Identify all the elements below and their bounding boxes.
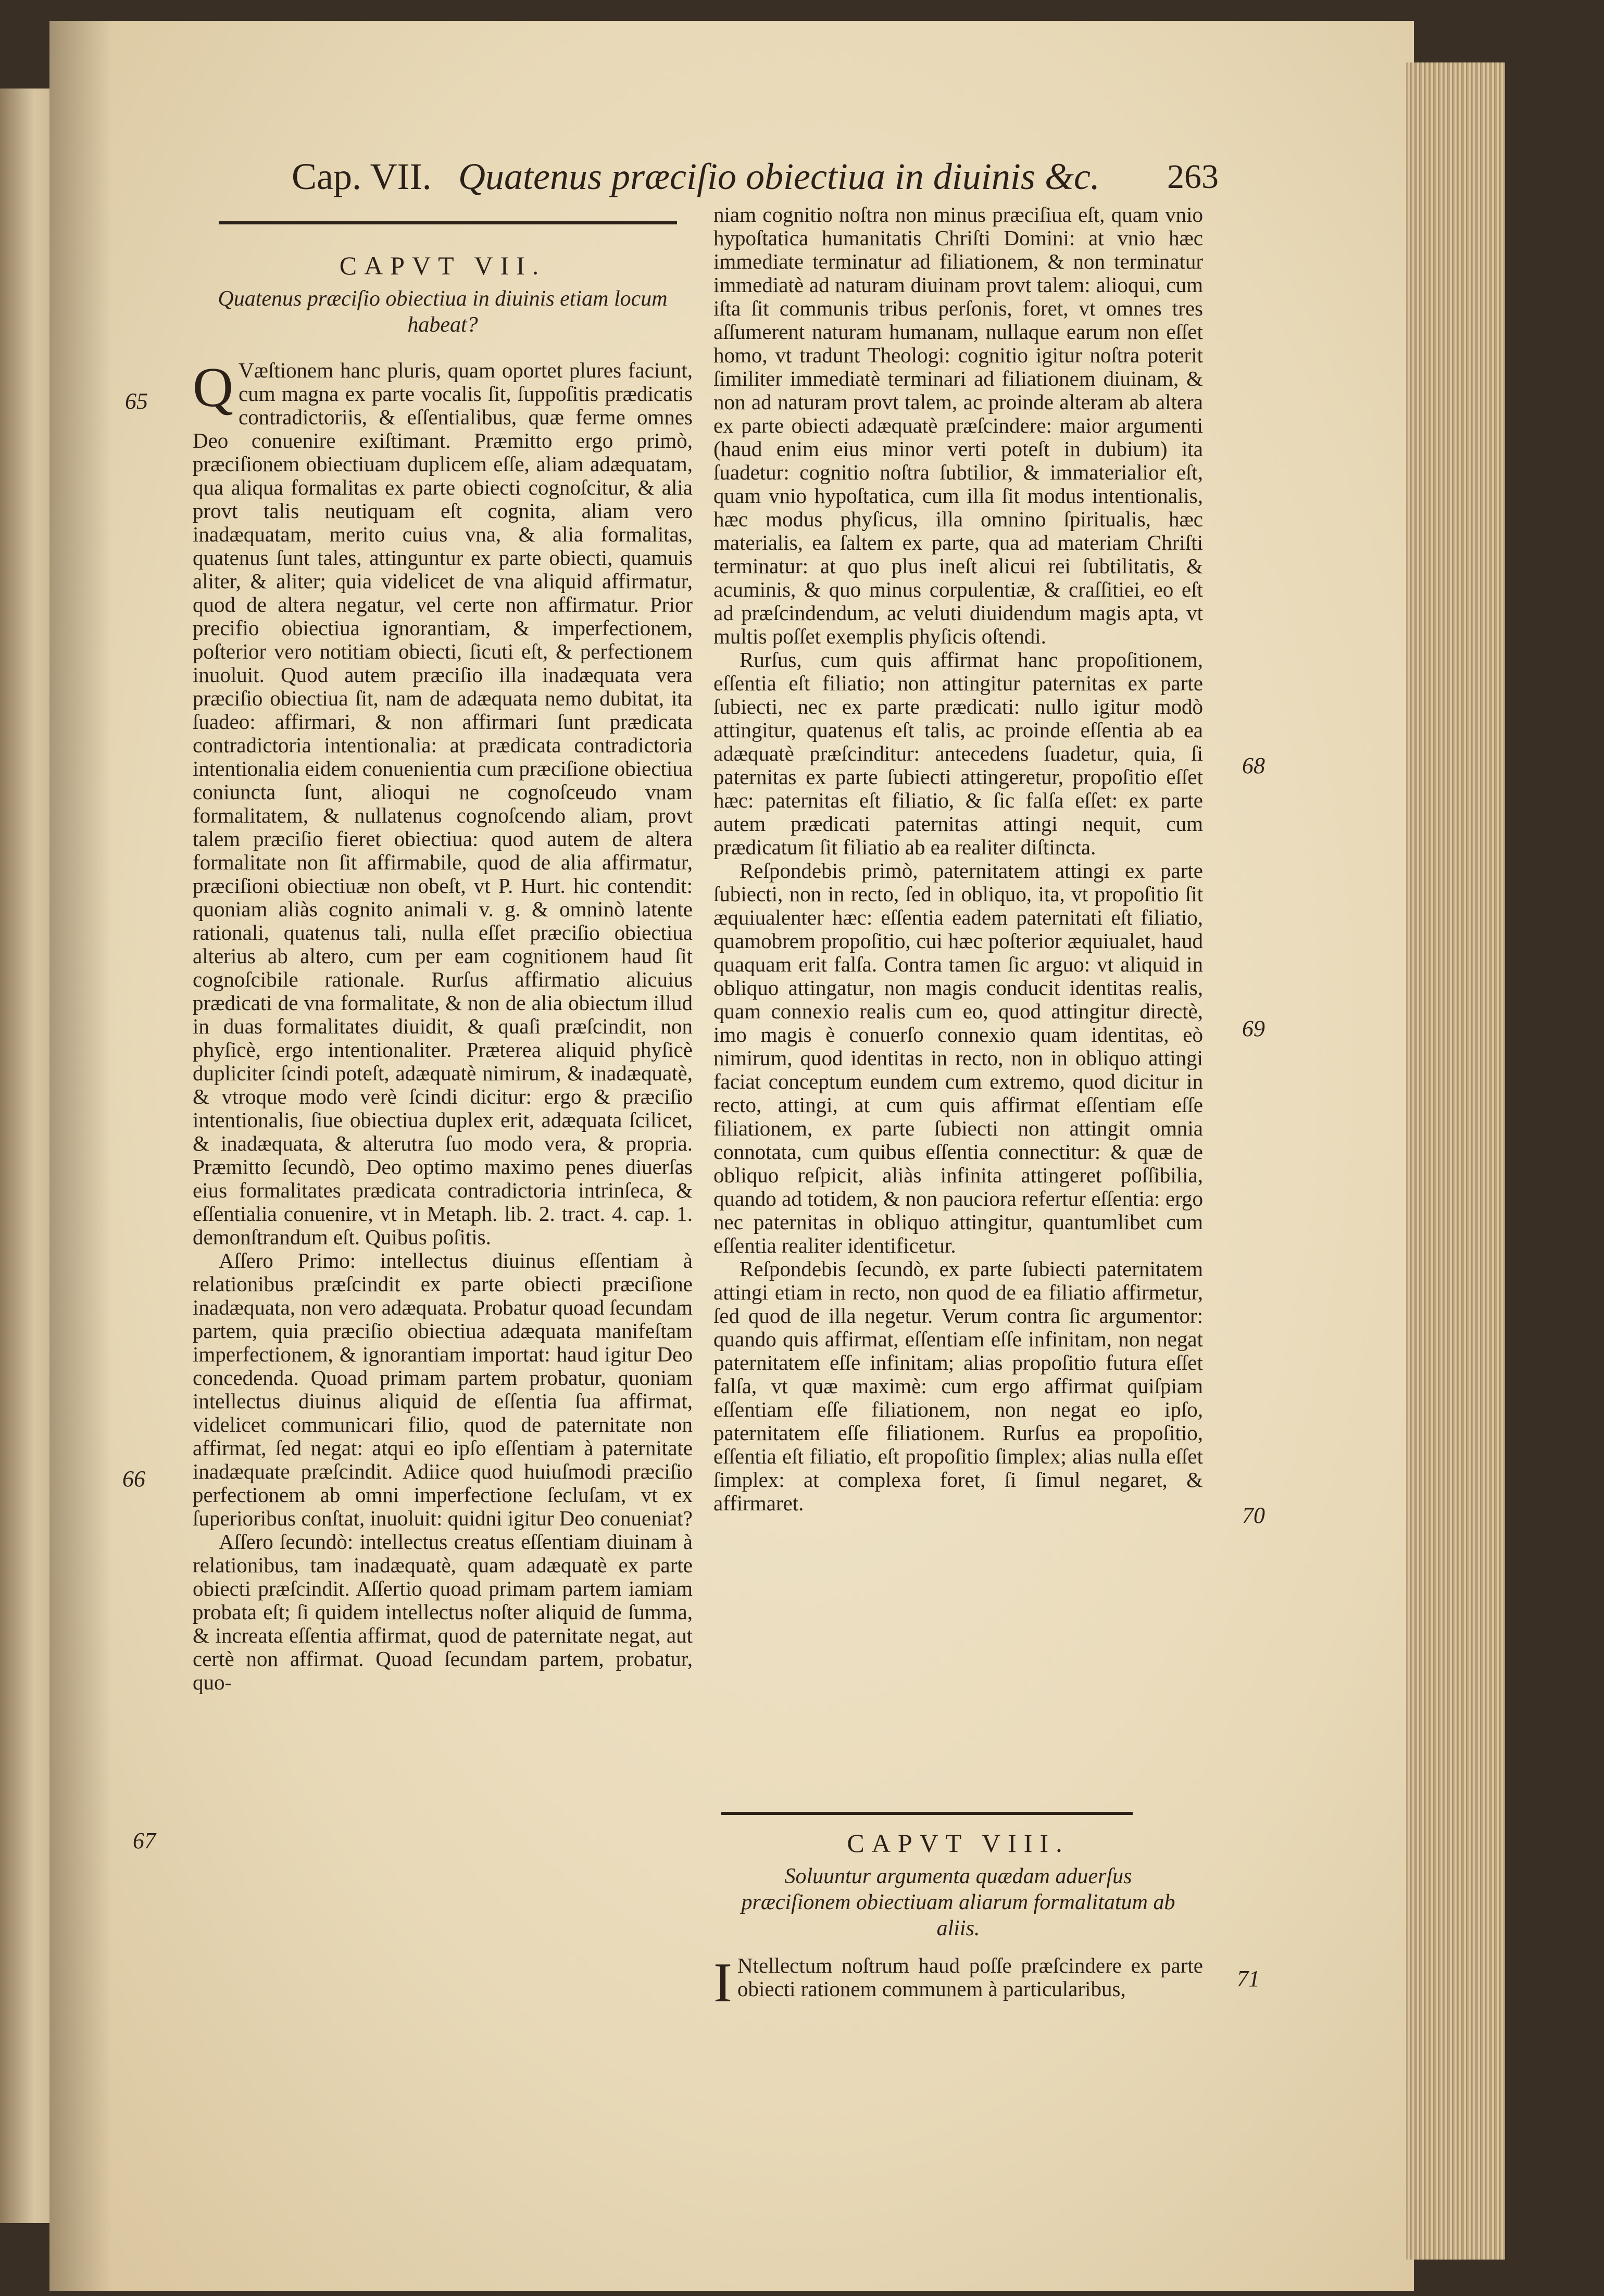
paragraph: niam cognitio noſtra non minus præciſiua eſt, quam vnio hypoſtatica humanitatis Chriſti Domini: at vnio hæc immediate terminatur ad filiationem, & non terminatur immediatè ad naturam diuinam provt talem: alioqui, cum iſta ſit communis tribus perſonis, foret, vt omnes tres aſſumerent naturam humanam, nullaque earum non eſſet homo, vt tradunt Theologi: cognitio igitur noſtra poterit ſimiliter immediatè terminari ad filiationem diuinam, & non ad naturam provt talem, ac proinde alteram ab altera ex parte obiecti adæquatè præſcindere: maior argumenti (haud enim eius minor verti poteſt in dubium) ita ſuadetur: cognitio noſtra ſubtilior, & immaterialior eſt, quam vnio hypoſtatica, cum illa ſit modus intentionalis, hæc modus phyſicus, illa omnino ſpiritualis, hæc materialis, ea ſaltem ex parte, qua ad materiam Chriſti terminatur: at quo plus ineſt alicui rei ſubtilitatis, & acuminis, & quo minus corpulentiæ, & craſſitiei, eo eſt ad præſcindendum, ac veluti diuidendum magis apta, vt multis poſſet exemplis phyſicis oſtendi. (713, 203, 1203, 648)
chapter-viii (713, 1822, 1203, 2014)
chapter-subtitle: Quatenus præciſio obiectiua in diuinis etiam locum habeat? (218, 287, 668, 337)
paragraph: Rurſus, cum quis affirmat hanc propoſitionem, eſſentia eſt filiatio; non attingitur paternitas ex parte ſubiecti, nec ex parte prædicati: nullo igitur modò attingitur, quatenus eſt talis, ac proinde eſſentia ab ea adæquatè præſcinditur: antecedens ſuadetur, quia, ſi paternitas ex parte ſubiecti attingeretur, propoſitio eſſet hæc: paternitas eſt filiatio, & ſic falſa eſſet: ex parte autem prædicati paternitas attingi nequit, cum prædicatum ſit filiatio ab ea realiter diſtincta. (713, 648, 1203, 859)
binding-shadow (49, 21, 112, 2291)
facing-page-edge (0, 89, 57, 2223)
page-number: 263 (1167, 158, 1219, 196)
paragraph-text: Ntellectum noſtrum haud poſſe præſcindere ex parte obiecti rationem communem à particularibus, (737, 1953, 1203, 2001)
margin-number: 66 (122, 1466, 145, 1492)
chapter-heading: CAPVT VII. (339, 251, 546, 280)
drop-cap: I (713, 1952, 732, 2014)
left-column (193, 245, 693, 1694)
header-rule (219, 221, 677, 224)
chapter-subtitle: Soluuntur argumenta quædam aduerſus præciſionem obiectiuam aliarum formalitatum ab aliis. (741, 1864, 1175, 1940)
margin-number: 71 (1237, 1966, 1260, 1991)
right-column (713, 203, 1203, 1515)
paragraph-text: Væſtionem hanc pluris, quam oportet plures faciunt, cum magna ex parte vocalis ſit, ſuppoſitis prædicatis contradictoriis, & eſſentialibus, quæ ferme omnes Deo conuenire exiſtimant. Præmitto ergo primò, præciſionem obiectiuam duplicem eſſe, aliam adæquatam, qua aliqua formalitas ex parte obiecti cognoſcitur, & alia provt talis neutiquam eſt cognita, aliam vero inadæquatam, merito cuius vna, & alia formalitas, quatenus ſunt tales, attinguntur ex parte obiecti, quamuis aliter, & aliter; quia videlicet de vna aliquid affirmatur, quod de altera negatur, vel certe non affirmatur. Prior precifio obiectiua ignorantiam, & imperfectionem, poſterior vero notitiam obiecti, ſicuti eſt, & perfectionem inuoluit. Quod autem præciſio illa inadæquata vera præciſio obiectiua ſit, nam de adæquata nemo dubitat, ita ſuadeo: affirmari, & non affirmari ſunt prædicata contradictoria intentionalia: at prædicata contradictoria intentionalia eidem conuenientia cum præciſione obiectiua coniuncta ſunt, alioqui ne cognoſceudo vnam formalitatem, & nullatenus cognoſcendo aliam, provt talem præciſio fieret obiectiua: quod autem de altera formalitate non ſit affirmabile, quod de alia affirmatur, præciſioni obiectiuæ non obeſt, vt P. Hurt. hic contendit: quoniam aliàs cognito animali v. g. & omninò latente rationali, quatenus tali, nulla eſſet præciſio obiectiua alterius ab altero, cum per eam cognitionem haud ſit cognoſcibile rationale. Rurſus affirmatio alicuius prædicati de vna formalitate, & non de alia obiectum illud in duas formalitates diuidit, & quaſi præſcindit, non phyſicè, ergo intentionaliter. Præterea aliquid phyſicè dupliciter ſcindi poteſt, adæquatè nimirum, & inadæquatè, & vtroque modo verè ſcindi dicitur: ergo & præciſio intentionalis, ſiue obiectiua duplex erit, adæquata ſcilicet, & inadæquata, & alterutra ſuo modo vera, & propria. Præmitto ſecundò, Deo optimo maximo penes diuerſas eius formalitates prædicata contradictoria intrinſeca, & eſſentialia conuenire, vt in Metaph. lib. 2. tract. 4. cap. 1. demonſtrandum eſt. Quibus poſitis. (193, 358, 693, 1249)
running-head-title: Quatenus præciſio obiectiua in diuinis &c. (458, 156, 1100, 197)
margin-number: 68 (1242, 753, 1265, 778)
paragraph: Aſſero ſecundò: intellectus creatus eſſentiam diuinam à relationibus, tam inadæquatè, quam adæquatè ex parte obiecti præſcindit. Aſſertio quoad primam partem iamiam probata eſt; ſi quidem intellectus noſter aliquid de ſumma, & increata eſſentia affirmat, quod de paternitate negat, aut certè non affirmat. Quoad ſecundam partem, probatur, quo- (193, 1530, 693, 1694)
paragraph: Reſpondebis ſecundò, ex parte ſubiecti paternitatem attingi etiam in recto, non quod de ea filiatio affirmetur, ſed quod de illa negetur. Verum contra ſic argumentor: quando quis affirmat, eſſentiam eſſe infinitam, non negat paternitatem eſſe infinitam; alias propoſitio futura eſſet falſa, vt quæ maximè: cum ergo affirmat quiſpiam eſſentiam eſſe filiationem, non negat eo ipſo, paternitatem eſſe filiationem. Rurſus ea propoſitio, eſſentia eſt filiatio, eſt propoſitio ſimplex; alias nulla eſſet ſimplex: at complexa foret, ſi ſimul negaret, & affirmaret. (713, 1257, 1203, 1515)
margin-number: 69 (1242, 1016, 1265, 1041)
page-block-edge (1406, 62, 1505, 2260)
chapter-rule (721, 1812, 1133, 1815)
chapter-heading: CAPVT VIII. (847, 1828, 1070, 1858)
running-head (292, 146, 1219, 208)
margin-number: 65 (125, 388, 148, 414)
margin-number: 67 (133, 1828, 156, 1853)
running-head-chapter: Cap. VII. (292, 156, 432, 197)
drop-cap: Q (193, 357, 233, 419)
paragraph (713, 1952, 1203, 2014)
margin-number: 70 (1242, 1503, 1265, 1528)
paragraph (193, 359, 693, 1249)
paragraph: Reſpondebis primò, paternitatem attingi ex parte ſubiecti, non in recto, ſed in obliquo, ita, vt propoſitio ſit æquiualenter hæc: eſſentia eadem paternitati eſt filiatio, quamobrem propoſitio, cui hæc poſterior æquiualet, haud quaquam erit falſa. Contra tamen ſic arguo: vt aliquid in obliquo attingatur, non magis conducit identitas realis, quam connexio realis cum eo, quod attingitur directè, imo magis è conuerſo connexio quam identitas, eò nimirum, quod identitas in recto, non in obliquo attingi faciat conceptum eundem cum extremo, quod dicitur in recto, attingi, at cum quis affirmat eſſentiam eſſe filiationem, ex parte ſubiecti non attingit omnia connotata, cum quibus eſſentia connectitur: & quæ de obliquo reſpicit, aliàs infinita attingeret poſſibilia, quando ad totidem, & non pauciora refertur eſſentia: ergo nec paternitas in obliquo attingitur, quantumlibet cum eſſentia realiter identificetur. (713, 859, 1203, 1257)
paragraph: Aſſero Primo: intellectus diuinus eſſentiam à relationibus præſcindit ex parte obiecti præciſione inadæquata, non vero adæquata. Probatur quoad ſecundam partem, quia præciſio obiectiua adæquata manifeſtam imperfectionem, & ignorantiam importat: haud igitur Deo concedenda. Quoad primam partem probatur, quoniam intellectus diuinus aliquid de eſſentia ſua affirmat, videlicet communicari filio, quod de paternitate non affirmat, ſed negat: atqui eo ipſo eſſentiam à paternitate inadæquate præſcindit. Adiice quod huiuſmodi præciſio perfectionem ab omni imperfectione ſecluſam, vt ex ſuperioribus conſtat, inuoluit: quidni igitur Deo conueniat? (193, 1248, 693, 1530)
